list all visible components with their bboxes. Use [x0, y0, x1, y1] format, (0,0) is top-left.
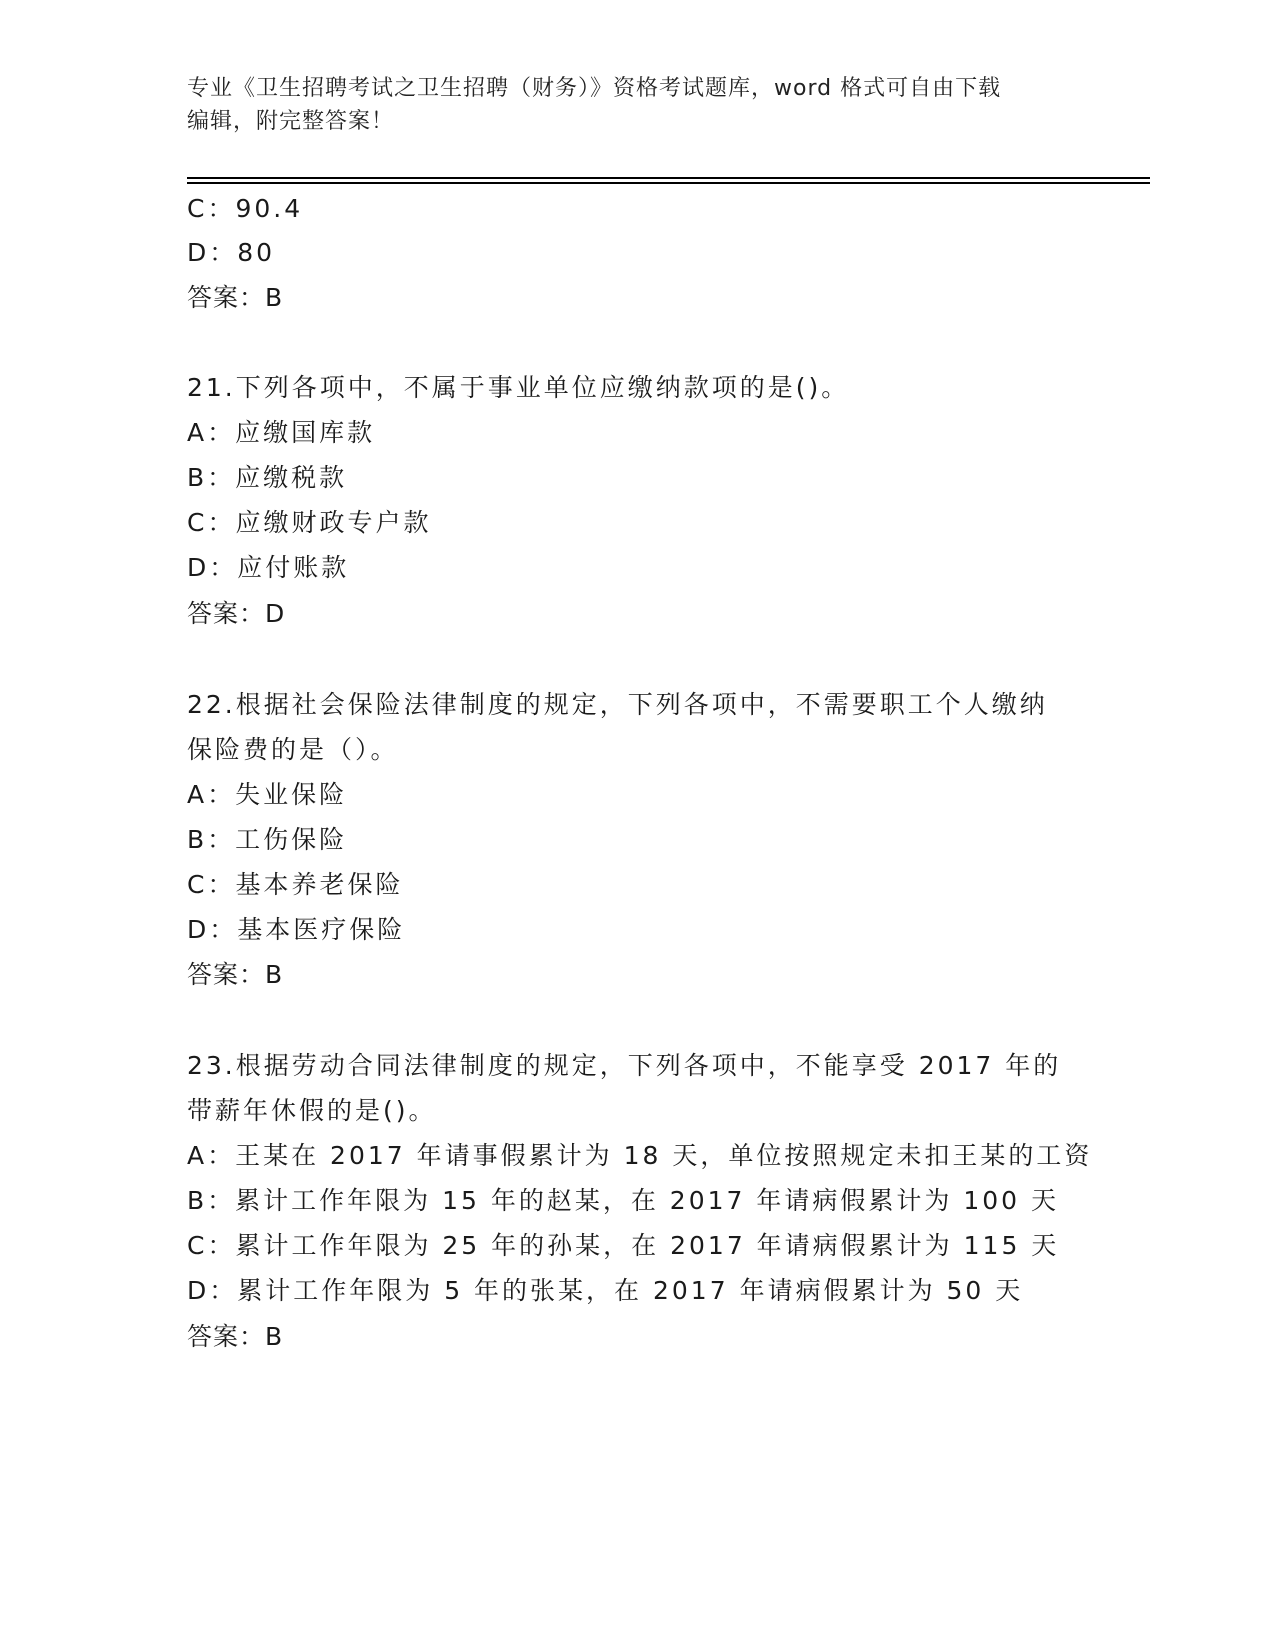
- question-23-option-b: B：累计工作年限为 15 年的赵某，在 2017 年请病假累计为 100 天: [187, 1186, 1059, 1215]
- carryover-option-c: C：90.4: [187, 194, 304, 223]
- header-line-2: 编辑，附完整答案！: [187, 109, 395, 134]
- question-22-stem-line-2: 保险费的是（）。: [187, 735, 399, 764]
- question-21-option-d: D：应付账款: [187, 553, 350, 582]
- question-23-stem-line-1: 23.根据劳动合同法律制度的规定，下列各项中，不能享受 2017 年的: [187, 1051, 1062, 1080]
- question-21-answer: 答案：D: [187, 599, 286, 628]
- question-21-option-c: C：应缴财政专户款: [187, 508, 432, 537]
- question-23-option-a: A：王某在 2017 年请事假累计为 18 天，单位按照规定未扣王某的工资: [187, 1141, 1093, 1170]
- header-divider-top: [187, 177, 1150, 179]
- carryover-option-d: D：80: [187, 238, 276, 267]
- question-21-stem: 21.下列各项中，不属于事业单位应缴纳款项的是()。: [187, 373, 850, 402]
- question-21-option-a: A：应缴国库款: [187, 418, 376, 447]
- question-22-option-c: C：基本养老保险: [187, 870, 404, 899]
- question-23-option-d: D：累计工作年限为 5 年的张某，在 2017 年请病假累计为 50 天: [187, 1276, 1024, 1305]
- carryover-answer: 答案：B: [187, 283, 284, 312]
- question-23-stem-line-2: 带薪年休假的是()。: [187, 1096, 437, 1125]
- header-line-1: 专业《卫生招聘考试之卫生招聘（财务）》资格考试题库，word 格式可自由下载: [187, 76, 1002, 101]
- question-22-option-d: D：基本医疗保险: [187, 915, 406, 944]
- question-22-option-a: A：失业保险: [187, 780, 348, 809]
- question-23-option-c: C：累计工作年限为 25 年的孙某，在 2017 年请病假累计为 115 天: [187, 1231, 1060, 1260]
- question-22-stem-line-1: 22.根据社会保险法律制度的规定，下列各项中，不需要职工个人缴纳: [187, 690, 1048, 719]
- question-21-option-b: B：应缴税款: [187, 463, 348, 492]
- header-divider-bottom: [187, 182, 1150, 184]
- document-header: [187, 72, 1087, 138]
- question-22-answer: 答案：B: [187, 960, 284, 989]
- question-23-answer: 答案：B: [187, 1322, 284, 1351]
- question-22-option-b: B：工伤保险: [187, 825, 348, 854]
